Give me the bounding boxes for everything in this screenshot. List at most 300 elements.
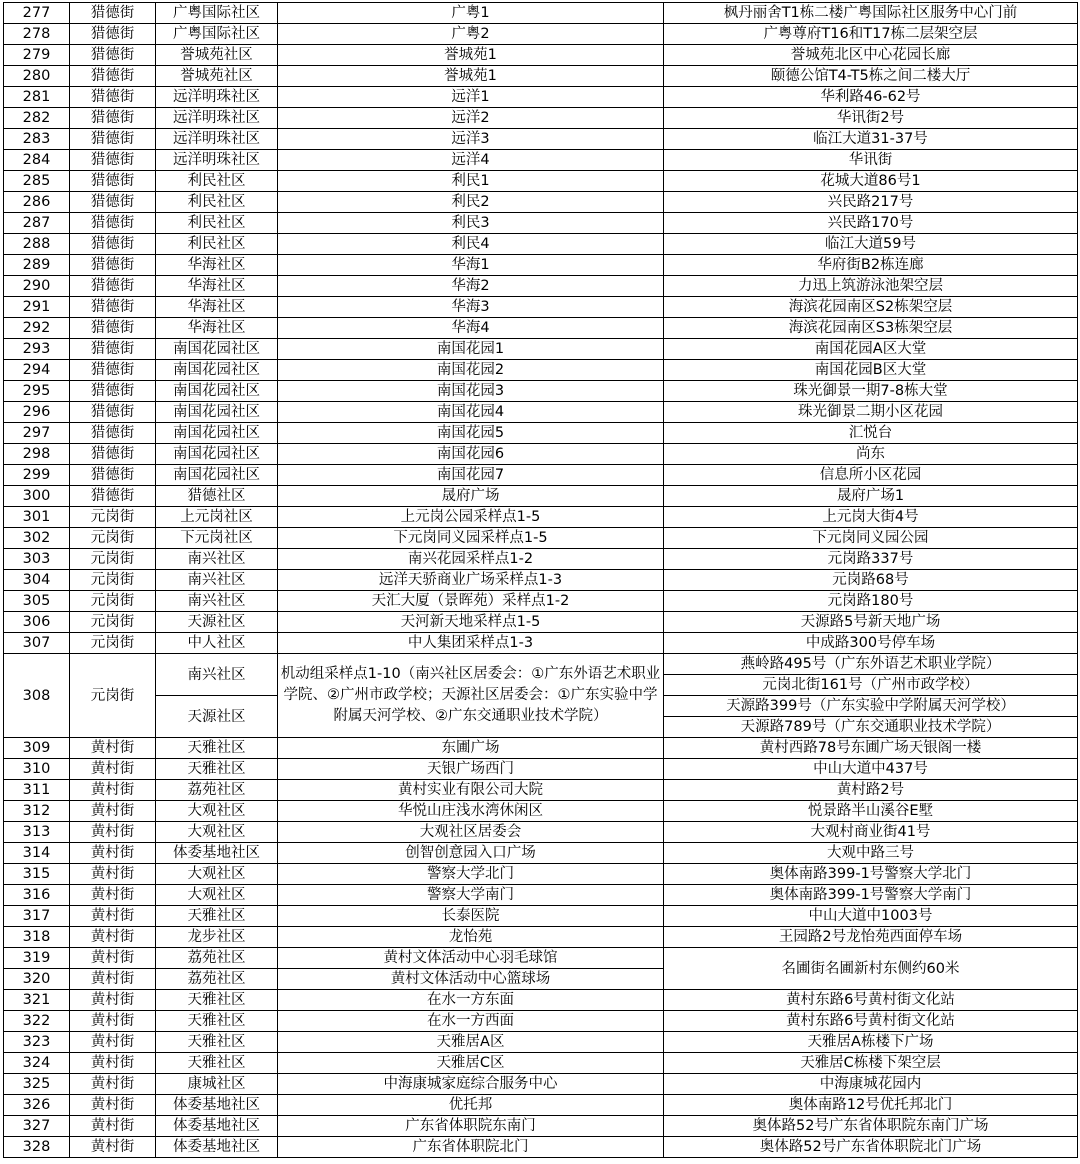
street-cell: 猎德街 (70, 255, 156, 276)
row-number: 291 (4, 297, 70, 318)
address-cell: 大观中路三号 (664, 843, 1078, 864)
table-row (4, 822, 1078, 843)
street-cell: 元岗街 (70, 570, 156, 591)
address-cell: 华利路46-62号 (664, 87, 1078, 108)
row-number: 311 (4, 780, 70, 801)
sampling-point-cell: 天汇大厦（景晖苑）采样点1-2 (278, 591, 664, 612)
street-cell: 黄村街 (70, 864, 156, 885)
row-number: 282 (4, 108, 70, 129)
address-cell: 汇悦台 (664, 423, 1078, 444)
table-row (4, 885, 1078, 906)
sampling-point-cell: 南国花园2 (278, 360, 664, 381)
sampling-point-cell: 天雅居C区 (278, 1053, 664, 1074)
sampling-point-cell: 华海4 (278, 318, 664, 339)
address-cell: 誉城苑北区中心花园长廊 (664, 45, 1078, 66)
street-cell: 猎德街 (70, 402, 156, 423)
row-number: 303 (4, 549, 70, 570)
table-row (4, 1074, 1078, 1095)
table-row (4, 927, 1078, 948)
street-cell: 猎德街 (70, 360, 156, 381)
sampling-point-cell: 天银广场西门 (278, 759, 664, 780)
sampling-point-cell: 创智创意园入口广场 (278, 843, 664, 864)
row-number: 307 (4, 633, 70, 654)
community-cell: 体委基地社区 (156, 1116, 278, 1137)
community-cell: 荔苑社区 (156, 948, 278, 969)
street-cell: 猎德街 (70, 423, 156, 444)
table-body-319-320 (4, 948, 1078, 990)
sampling-point-cell: 东圃广场 (278, 738, 664, 759)
row-number: 279 (4, 45, 70, 66)
row-number: 278 (4, 24, 70, 45)
table-row (4, 255, 1078, 276)
community-cell: 龙步社区 (156, 927, 278, 948)
street-cell: 黄村街 (70, 906, 156, 927)
row-number: 284 (4, 150, 70, 171)
address-cell: 黄村西路78号东圃广场天银阁一楼 (664, 738, 1078, 759)
sampling-point-cell: 誉城苑1 (278, 66, 664, 87)
sampling-point-cell: 黄村文体活动中心篮球场 (278, 969, 664, 990)
street-cell: 猎德街 (70, 444, 156, 465)
address-cell: 晟府广场1 (664, 486, 1078, 507)
community-cell: 南兴社区 (156, 591, 278, 612)
street-cell: 猎德街 (70, 45, 156, 66)
address-cell: 黄村东路6号黄村街文化站 (664, 1011, 1078, 1032)
street-cell: 黄村街 (70, 1137, 156, 1158)
address-cell: 兴民路217号 (664, 192, 1078, 213)
community-cell: 利民社区 (156, 171, 278, 192)
table-row (4, 1116, 1078, 1137)
street-cell: 黄村街 (70, 1074, 156, 1095)
row-number: 295 (4, 381, 70, 402)
street-cell: 黄村街 (70, 969, 156, 990)
street-cell: 元岗街 (70, 654, 156, 738)
table-row (4, 339, 1078, 360)
community-cell: 南国花园社区 (156, 381, 278, 402)
table-row (4, 759, 1078, 780)
community-cell: 上元岗社区 (156, 507, 278, 528)
address-cell: 元岗路68号 (664, 570, 1078, 591)
community-cell: 康城社区 (156, 1074, 278, 1095)
street-cell: 黄村街 (70, 1032, 156, 1053)
table-row (4, 360, 1078, 381)
table-row (4, 570, 1078, 591)
street-cell: 猎德街 (70, 486, 156, 507)
community-cell: 天源社区 (156, 696, 278, 738)
community-cell: 下元岗社区 (156, 528, 278, 549)
row-number: 299 (4, 465, 70, 486)
table-row (4, 381, 1078, 402)
row-number: 287 (4, 213, 70, 234)
table-row (4, 234, 1078, 255)
row-number: 304 (4, 570, 70, 591)
sampling-point-cell: 警察大学南门 (278, 885, 664, 906)
sampling-point-cell: 利民4 (278, 234, 664, 255)
address-cell: 华讯街2号 (664, 108, 1078, 129)
sampling-point-cell: 南国花园6 (278, 444, 664, 465)
community-cell: 华海社区 (156, 297, 278, 318)
sampling-point-cell: 广东省体职院东南门 (278, 1116, 664, 1137)
row-number: 322 (4, 1011, 70, 1032)
street-cell: 黄村街 (70, 822, 156, 843)
table-row (4, 276, 1078, 297)
street-cell: 猎德街 (70, 297, 156, 318)
street-cell: 黄村街 (70, 780, 156, 801)
sampling-point-cell: 中海康城家庭综合服务中心 (278, 1074, 664, 1095)
community-cell: 利民社区 (156, 213, 278, 234)
community-cell: 南国花园社区 (156, 360, 278, 381)
community-cell: 广粤国际社区 (156, 3, 278, 24)
sampling-point-cell: 誉城苑1 (278, 45, 664, 66)
row-number: 312 (4, 801, 70, 822)
community-cell: 天雅社区 (156, 1032, 278, 1053)
row-number: 326 (4, 1095, 70, 1116)
sampling-point-cell: 远洋3 (278, 129, 664, 150)
address-cell: 中山大道中437号 (664, 759, 1078, 780)
row-number: 293 (4, 339, 70, 360)
address-cell: 珠光御景一期7-8栋大堂 (664, 381, 1078, 402)
address-cell: 悦景路半山溪谷E墅 (664, 801, 1078, 822)
table-row (4, 24, 1078, 45)
row-number: 305 (4, 591, 70, 612)
row-number: 283 (4, 129, 70, 150)
table-row (4, 591, 1078, 612)
table-row (4, 780, 1078, 801)
sampling-point-cell: 黄村文体活动中心羽毛球馆 (278, 948, 664, 969)
sampling-point-cell: 南国花园1 (278, 339, 664, 360)
street-cell: 黄村街 (70, 1011, 156, 1032)
sampling-point-cell: 远洋天骄商业广场采样点1-3 (278, 570, 664, 591)
row-number: 314 (4, 843, 70, 864)
sampling-point-cell: 天河新天地采样点1-5 (278, 612, 664, 633)
community-cell: 大观社区 (156, 801, 278, 822)
row-number: 309 (4, 738, 70, 759)
sampling-point-cell: 晟府广场 (278, 486, 664, 507)
row-number: 286 (4, 192, 70, 213)
address-cell: 奥体南路399-1号警察大学南门 (664, 885, 1078, 906)
sampling-point-cell: 上元岗公园采样点1-5 (278, 507, 664, 528)
row-number: 300 (4, 486, 70, 507)
table-body-308 (4, 654, 1078, 738)
community-cell: 南兴社区 (156, 549, 278, 570)
row-number: 281 (4, 87, 70, 108)
community-cell: 体委基地社区 (156, 843, 278, 864)
community-cell: 华海社区 (156, 318, 278, 339)
table-row (4, 906, 1078, 927)
table-row (4, 1137, 1078, 1158)
row-number: 325 (4, 1074, 70, 1095)
community-cell: 南国花园社区 (156, 402, 278, 423)
community-cell: 誉城苑社区 (156, 66, 278, 87)
row-number: 297 (4, 423, 70, 444)
sampling-point-cell: 下元岗同义园采样点1-5 (278, 528, 664, 549)
table-row (4, 108, 1078, 129)
address-cell: 临江大道31-37号 (664, 129, 1078, 150)
sampling-point-cell: 广粤1 (278, 3, 664, 24)
row-number: 315 (4, 864, 70, 885)
street-cell: 猎德街 (70, 465, 156, 486)
row-number: 290 (4, 276, 70, 297)
street-cell: 元岗街 (70, 507, 156, 528)
street-cell: 猎德街 (70, 150, 156, 171)
street-cell: 猎德街 (70, 108, 156, 129)
table-row (4, 612, 1078, 633)
community-cell: 天雅社区 (156, 738, 278, 759)
row-number: 298 (4, 444, 70, 465)
table-row (4, 507, 1078, 528)
community-cell: 天雅社区 (156, 759, 278, 780)
street-cell: 元岗街 (70, 633, 156, 654)
sampling-point-cell: 华海1 (278, 255, 664, 276)
table-row (4, 948, 1078, 969)
table-row (4, 486, 1078, 507)
community-cell: 猎德社区 (156, 486, 278, 507)
community-cell: 南兴社区 (156, 654, 278, 696)
street-cell: 元岗街 (70, 528, 156, 549)
sampling-point-cell: 远洋2 (278, 108, 664, 129)
address-cell: 信息所小区花园 (664, 465, 1078, 486)
row-number: 317 (4, 906, 70, 927)
community-cell: 南国花园社区 (156, 444, 278, 465)
street-cell: 元岗街 (70, 612, 156, 633)
community-cell: 南兴社区 (156, 570, 278, 591)
sampling-point-cell: 龙怡苑 (278, 927, 664, 948)
street-cell: 黄村街 (70, 801, 156, 822)
community-cell: 南国花园社区 (156, 465, 278, 486)
sampling-point-cell: 华海2 (278, 276, 664, 297)
row-number: 294 (4, 360, 70, 381)
table-body-before (4, 3, 1078, 654)
community-cell: 天雅社区 (156, 990, 278, 1011)
community-cell: 远洋明珠社区 (156, 108, 278, 129)
address-cell: 珠光御景二期小区花园 (664, 402, 1078, 423)
sampling-point-cell: 中人集团采样点1-3 (278, 633, 664, 654)
sampling-point-cell: 南兴花园采样点1-2 (278, 549, 664, 570)
sampling-points-table (3, 2, 1078, 1158)
community-cell: 大观社区 (156, 822, 278, 843)
address-cell: 奥体南路12号优托邦北门 (664, 1095, 1078, 1116)
street-cell: 黄村街 (70, 948, 156, 969)
sampling-point-cell: 天雅居A区 (278, 1032, 664, 1053)
street-cell: 黄村街 (70, 738, 156, 759)
street-cell: 猎德街 (70, 3, 156, 24)
table-row (4, 1032, 1078, 1053)
community-cell: 天雅社区 (156, 1011, 278, 1032)
address-cell: 元岗北街161号（广州市政学校） (664, 675, 1078, 696)
table-row (4, 1011, 1078, 1032)
community-cell: 南国花园社区 (156, 339, 278, 360)
community-cell: 体委基地社区 (156, 1095, 278, 1116)
community-cell: 远洋明珠社区 (156, 129, 278, 150)
street-cell: 黄村街 (70, 1053, 156, 1074)
sampling-point-cell: 南国花园5 (278, 423, 664, 444)
address-cell: 大观村商业街41号 (664, 822, 1078, 843)
community-cell: 天雅社区 (156, 1053, 278, 1074)
address-cell: 奥体路52号广东省体职院东南门广场 (664, 1116, 1078, 1137)
sampling-point-cell: 南国花园3 (278, 381, 664, 402)
community-cell: 利民社区 (156, 234, 278, 255)
table-row (4, 990, 1078, 1011)
table-row (4, 171, 1078, 192)
street-cell: 黄村街 (70, 843, 156, 864)
row-number: 321 (4, 990, 70, 1011)
table-row (4, 654, 1078, 675)
table-row (4, 423, 1078, 444)
address-cell: 名圃街名圃新村东侧约60米 (664, 948, 1078, 990)
address-cell: 海滨花园南区S3栋架空层 (664, 318, 1078, 339)
community-cell: 广粤国际社区 (156, 24, 278, 45)
table-row (4, 402, 1078, 423)
street-cell: 猎德街 (70, 24, 156, 45)
address-cell: 天雅居A栋楼下广场 (664, 1032, 1078, 1053)
address-cell: 黄村东路6号黄村街文化站 (664, 990, 1078, 1011)
street-cell: 黄村街 (70, 759, 156, 780)
address-cell: 天雅居C栋楼下架空层 (664, 1053, 1078, 1074)
sampling-point-cell: 长泰医院 (278, 906, 664, 927)
row-number: 301 (4, 507, 70, 528)
table-row (4, 633, 1078, 654)
street-cell: 猎德街 (70, 87, 156, 108)
table-body-mid (4, 738, 1078, 948)
sampling-point-cell: 利民1 (278, 171, 664, 192)
table-row (4, 549, 1078, 570)
street-cell: 猎德街 (70, 276, 156, 297)
row-number: 319 (4, 948, 70, 969)
sampling-point-cell: 南国花园7 (278, 465, 664, 486)
row-number: 277 (4, 3, 70, 24)
row-number: 288 (4, 234, 70, 255)
street-cell: 猎德街 (70, 318, 156, 339)
sampling-point-cell: 黄村实业有限公司大院 (278, 780, 664, 801)
table-row (4, 444, 1078, 465)
street-cell: 猎德街 (70, 66, 156, 87)
community-cell: 华海社区 (156, 276, 278, 297)
address-cell: 海滨花园南区S2栋架空层 (664, 297, 1078, 318)
address-cell: 中山大道中1003号 (664, 906, 1078, 927)
sampling-point-cell: 在水一方东面 (278, 990, 664, 1011)
address-cell: 天源路399号（广东实验中学附属天河学校） (664, 696, 1078, 717)
address-cell: 天源路5号新天地广场 (664, 612, 1078, 633)
row-number: 280 (4, 66, 70, 87)
table-row (4, 129, 1078, 150)
community-cell: 天雅社区 (156, 906, 278, 927)
row-number: 327 (4, 1116, 70, 1137)
address-cell: 华府街B2栋连廊 (664, 255, 1078, 276)
address-cell: 燕岭路495号（广东外语艺术职业学院） (664, 654, 1078, 675)
address-cell: 中成路300号停车场 (664, 633, 1078, 654)
address-cell: 黄村路2号 (664, 780, 1078, 801)
sampling-point-cell: 南国花园4 (278, 402, 664, 423)
table-row (4, 528, 1078, 549)
table-row (4, 66, 1078, 87)
row-number: 302 (4, 528, 70, 549)
table-row (4, 318, 1078, 339)
address-cell: 南国花园B区大堂 (664, 360, 1078, 381)
address-cell: 王园路2号龙怡苑西面停车场 (664, 927, 1078, 948)
table-row (4, 192, 1078, 213)
table-row (4, 3, 1078, 24)
address-cell: 南国花园A区大堂 (664, 339, 1078, 360)
address-cell: 华讯街 (664, 150, 1078, 171)
sampling-point-cell: 优托邦 (278, 1095, 664, 1116)
address-cell: 奥体南路399-1号警察大学北门 (664, 864, 1078, 885)
table-row (4, 1095, 1078, 1116)
table-row (4, 1053, 1078, 1074)
street-cell: 猎德街 (70, 171, 156, 192)
sampling-point-cell: 大观社区居委会 (278, 822, 664, 843)
address-cell: 尚东 (664, 444, 1078, 465)
address-cell: 元岗路180号 (664, 591, 1078, 612)
sampling-point-cell: 机动组采样点1-10（南兴社区居委会：①广东外语艺术职业学院、②广州市政学校；天源社区居委会：①广东实验中学附属天河学校、②广东交通职业技术学院） (278, 654, 664, 738)
street-cell: 元岗街 (70, 549, 156, 570)
sampling-point-cell: 利民2 (278, 192, 664, 213)
street-cell: 黄村街 (70, 885, 156, 906)
community-cell: 大观社区 (156, 885, 278, 906)
community-cell: 华海社区 (156, 255, 278, 276)
row-number: 285 (4, 171, 70, 192)
table-row (4, 297, 1078, 318)
row-number: 323 (4, 1032, 70, 1053)
address-cell: 上元岗大街4号 (664, 507, 1078, 528)
street-cell: 猎德街 (70, 192, 156, 213)
row-number: 310 (4, 759, 70, 780)
sampling-point-cell: 华悦山庄浅水湾休闲区 (278, 801, 664, 822)
address-cell: 天源路789号（广东交通职业技术学院） (664, 717, 1078, 738)
table-row (4, 738, 1078, 759)
street-cell: 猎德街 (70, 381, 156, 402)
sampling-point-cell: 远洋4 (278, 150, 664, 171)
street-cell: 黄村街 (70, 1116, 156, 1137)
community-cell: 大观社区 (156, 864, 278, 885)
street-cell: 猎德街 (70, 129, 156, 150)
table-row (4, 465, 1078, 486)
street-cell: 黄村街 (70, 1095, 156, 1116)
community-cell: 荔苑社区 (156, 969, 278, 990)
table-row (4, 843, 1078, 864)
community-cell: 誉城苑社区 (156, 45, 278, 66)
street-cell: 黄村街 (70, 990, 156, 1011)
table-row (4, 87, 1078, 108)
row-number: 320 (4, 969, 70, 990)
row-number: 328 (4, 1137, 70, 1158)
table-row (4, 213, 1078, 234)
street-cell: 元岗街 (70, 591, 156, 612)
sampling-point-cell: 利民3 (278, 213, 664, 234)
address-cell: 中海康城花园内 (664, 1074, 1078, 1095)
street-cell: 猎德街 (70, 339, 156, 360)
row-number: 308 (4, 654, 70, 738)
address-cell: 力迅上筑游泳池架空层 (664, 276, 1078, 297)
table-row (4, 864, 1078, 885)
address-cell: 花城大道86号1 (664, 171, 1078, 192)
address-cell: 下元岗同义园公园 (664, 528, 1078, 549)
community-cell: 天源社区 (156, 612, 278, 633)
row-number: 313 (4, 822, 70, 843)
row-number: 296 (4, 402, 70, 423)
row-number: 292 (4, 318, 70, 339)
sampling-point-cell: 华海3 (278, 297, 664, 318)
table-row (4, 45, 1078, 66)
address-cell: 兴民路170号 (664, 213, 1078, 234)
sampling-point-cell: 警察大学北门 (278, 864, 664, 885)
address-cell: 广粤尊府T16和T17栋二层架空层 (664, 24, 1078, 45)
community-cell: 远洋明珠社区 (156, 150, 278, 171)
row-number: 324 (4, 1053, 70, 1074)
table-row (4, 801, 1078, 822)
sampling-point-cell: 远洋1 (278, 87, 664, 108)
community-cell: 南国花园社区 (156, 423, 278, 444)
street-cell: 猎德街 (70, 234, 156, 255)
sampling-point-cell: 在水一方西面 (278, 1011, 664, 1032)
